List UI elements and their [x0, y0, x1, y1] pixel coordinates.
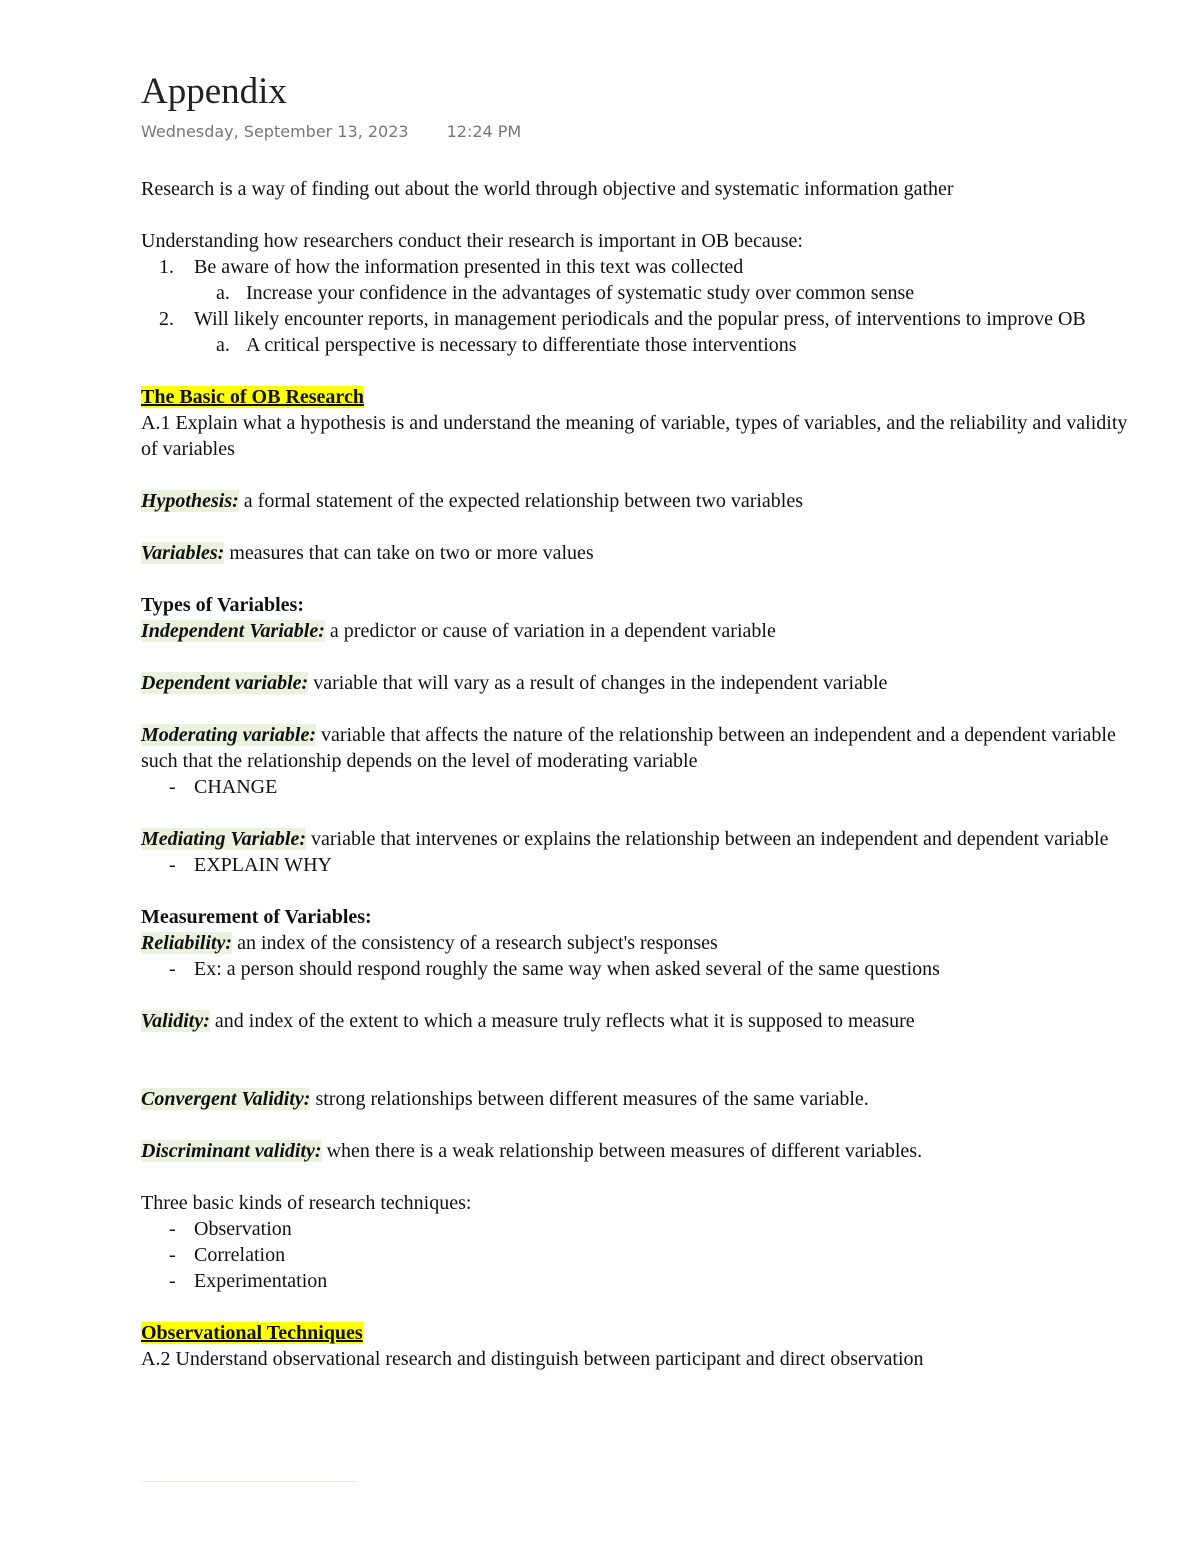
- understanding-paragraph: Understanding how researchers conduct their research is important in OB because:: [141, 230, 803, 252]
- bullet-item: - Experimentation: [169, 1270, 328, 1292]
- definition-moderating-variable: Moderating variable: variable that affects the nature of the relationship between an independent and a dependent variable such that the relationship depends on the level of moderating variable: [141, 724, 1116, 772]
- definition-convergent-validity: Convergent Validity: strong relationships between different measures of the same variable.: [141, 1088, 869, 1110]
- section-heading-observational-techniques: Observational Techniques: [141, 1322, 363, 1344]
- note-body: [141, 176, 1141, 1372]
- page-metadata: [141, 122, 521, 141]
- definition-independent-variable: Independent Variable: a predictor or cause of variation in a dependent variable: [141, 620, 776, 642]
- bullet-item: - Correlation: [169, 1244, 286, 1266]
- section-heading-basic-ob-research: The Basic of OB Research: [141, 386, 364, 408]
- measurement-heading: Measurement of Variables:: [141, 906, 372, 928]
- definition-hypothesis: Hypothesis: a formal statement of the expected relationship between two variables: [141, 490, 804, 512]
- definition-discriminant-validity: Discriminant validity: when there is a weak relationship between measures of different variables.: [141, 1140, 923, 1162]
- footer-divider: [141, 1481, 357, 1482]
- page-title: Appendix: [141, 71, 287, 112]
- bullet-item: - EXPLAIN WHY: [169, 854, 332, 876]
- bullet-item: - CHANGE: [169, 776, 278, 798]
- numbered-list: [141, 254, 1141, 358]
- types-of-variables-heading: Types of Variables:: [141, 594, 304, 616]
- page-date: Wednesday, September 13, 2023: [141, 122, 409, 141]
- bullet-item: - Ex: a person should respond roughly the same way when asked several of the same questions: [169, 958, 940, 980]
- definition-reliability: Reliability: an index of the consistency of a research subject's responses: [141, 932, 718, 954]
- list-item: 2. Will likely encounter reports, in management periodicals and the popular press, of interventions to improve OB: [159, 308, 1086, 330]
- intro-paragraph: Research is a way of finding out about the world through objective and systematic information gather: [141, 178, 954, 200]
- list-item: 1. Be aware of how the information presented in this text was collected: [159, 256, 744, 278]
- definition-variables: Variables: measures that can take on two or more values: [141, 542, 594, 564]
- learning-objective-a2: A.2 Understand observational research and distinguish between participant and direct observation: [141, 1348, 924, 1370]
- learning-objective-a1: A.1 Explain what a hypothesis is and understand the meaning of variable, types of variables, and the reliability and validity of variables: [141, 412, 1128, 460]
- techniques-intro: Three basic kinds of research techniques:: [141, 1192, 472, 1214]
- page-time: 12:24 PM: [446, 122, 522, 141]
- sub-list-item: a. Increase your confidence in the advantages of systematic study over common sense: [216, 282, 915, 304]
- sub-list-item: a. A critical perspective is necessary to differentiate those interventions: [216, 334, 797, 356]
- definition-mediating-variable: Mediating Variable: variable that intervenes or explains the relationship between an independent and dependent variable: [141, 828, 1109, 850]
- definition-validity: Validity: and index of the extent to which a measure truly reflects what it is supposed to measure: [141, 1010, 915, 1032]
- definition-dependent-variable: Dependent variable: variable that will vary as a result of changes in the independent variable: [141, 672, 888, 694]
- bullet-item: - Observation: [169, 1218, 292, 1240]
